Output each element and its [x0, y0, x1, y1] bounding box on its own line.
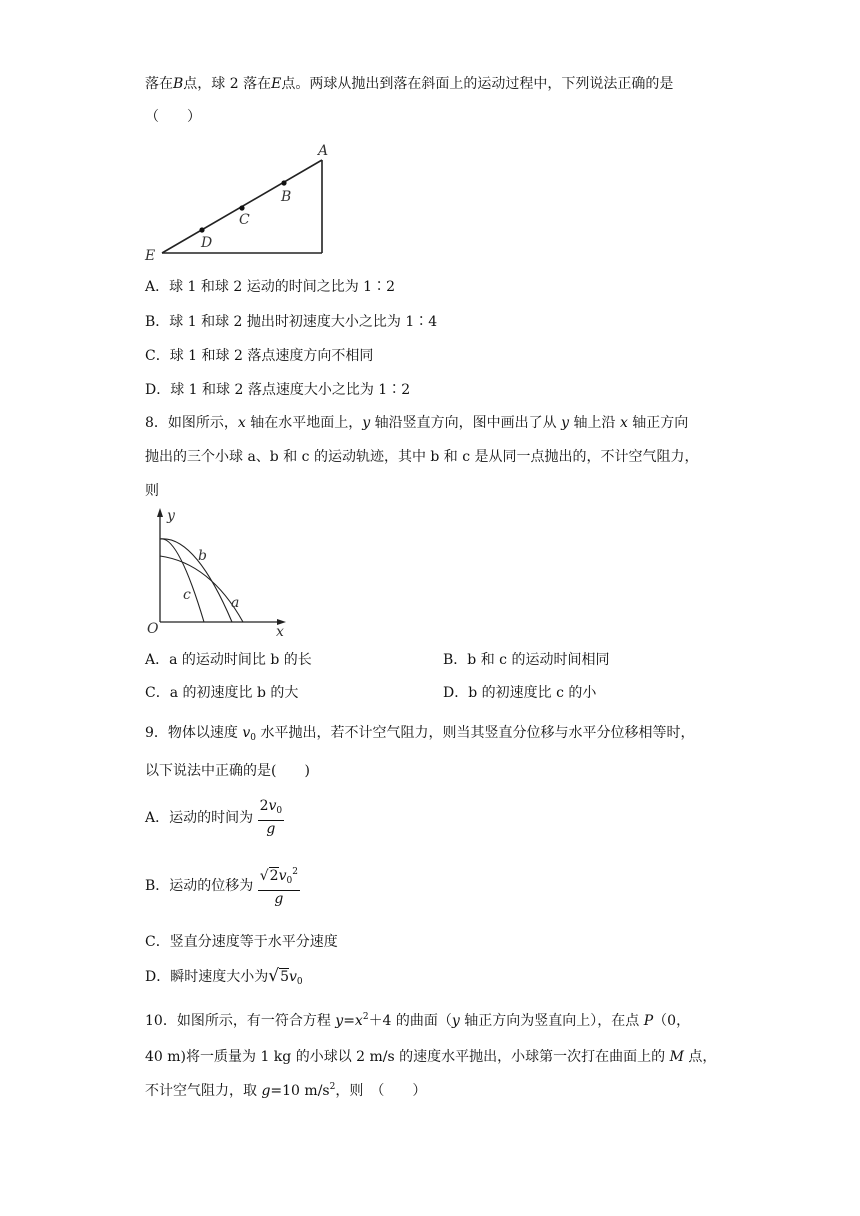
q9-option-b: B．运动的位移为 $\frac{√2v_0^2}{g}$ — [145, 864, 300, 908]
q8-option-b: B．b 和 c 的运动时间相同 — [443, 652, 610, 668]
point-e-label: E — [271, 76, 282, 92]
fraction-2v0-over-g: $\frac{2v_0}{g}$ — [259, 798, 283, 837]
q8-trajectory-figure — [140, 505, 300, 640]
q7-option-d: D．球 1 和球 2 落点速度大小之比为 1∶2 — [145, 382, 411, 398]
curve-b-label: b — [198, 548, 207, 564]
q8-stem-line2: 抛出的三个小球 a、b 和 c 的运动轨迹，其中 b 和 c 是从同一点抛出的，不计空气阻力， — [145, 449, 699, 465]
sqrt5: √5 — [268, 966, 289, 986]
q8-option-d: D．b 的初速度比 c 的小 — [443, 685, 597, 701]
q8-option-c: C．a 的初速度比 b 的大 — [145, 685, 299, 701]
q9-option-d: D．瞬时速度大小为$√5v_0$ — [145, 966, 303, 987]
q8-stem-line1: 8．如图所示，x 轴在水平地面上，y 轴沿竖直方向，图中画出了从 y 轴上沿 x 轴正方向 — [145, 415, 689, 431]
q9-option-c: C．竖直分速度等于水平分速度 — [145, 934, 338, 950]
q7-option-c: C．球 1 和球 2 落点速度方向不相同 — [145, 348, 374, 364]
axis-y-label: y — [167, 508, 175, 524]
q7-stem-line2: （ ） — [145, 109, 201, 125]
point-d-dot — [199, 227, 204, 232]
origin-label: O — [147, 621, 159, 637]
q9-stem-line1: 9．物体以速度 $v_0$ 水平抛出，若不计空气阻力，则当其竖直分位移与水平分位移相等时， — [145, 725, 695, 743]
fraction-sqrt2-v0sq-over-g: $\frac{√2v_0^2}{g}$ — [258, 864, 300, 908]
label-a: A — [318, 143, 329, 159]
q8-stem-line3: 则 — [145, 483, 159, 499]
curve-c-label: c — [183, 587, 191, 603]
curve-a-label: a — [231, 595, 240, 611]
point-b-label: B — [173, 76, 184, 92]
axis-x-label: x — [276, 624, 284, 640]
label-d: D — [201, 235, 213, 251]
q10-stem-line3: 不计空气阻力，取 g=10 $m/s^2$，则 （ ） — [145, 1082, 427, 1099]
label-b: B — [281, 189, 292, 205]
q7-stem-line1: 落在B点，球 2 落在E点。两球从抛出到落在斜面上的运动过程中，下列说法正确的是 — [145, 76, 674, 92]
point-b-dot — [281, 180, 286, 185]
q10-stem-line1: 10．如图所示，有一符合方程 $y=x^2+4$ 的曲面（y 轴正方向为竖直向上），在点 P（0， — [145, 1012, 691, 1029]
q10-stem-line2: 40 m)将一质量为 1 kg 的小球以 2 m/s 的速度水平抛出，小球第一次打在曲面上的 M 点， — [145, 1049, 717, 1065]
label-e: E — [145, 248, 156, 263]
trajectory-b — [160, 539, 232, 622]
point-c-dot — [239, 205, 244, 210]
q7-incline-figure — [140, 138, 340, 263]
label-c: C — [239, 212, 250, 228]
q9-option-a: A．运动的时间为 $\frac{2v_0}{g}$ — [145, 798, 283, 837]
q7-option-b: B．球 1 和球 2 抛出时初速度大小之比为 1∶4 — [145, 314, 438, 330]
q7-option-a: A．球 1 和球 2 运动的时间之比为 1∶2 — [145, 279, 395, 295]
q8-option-a: A．a 的运动时间比 b 的长 — [145, 652, 312, 668]
q9-stem-line2: 以下说法中正确的是( ) — [145, 763, 310, 779]
